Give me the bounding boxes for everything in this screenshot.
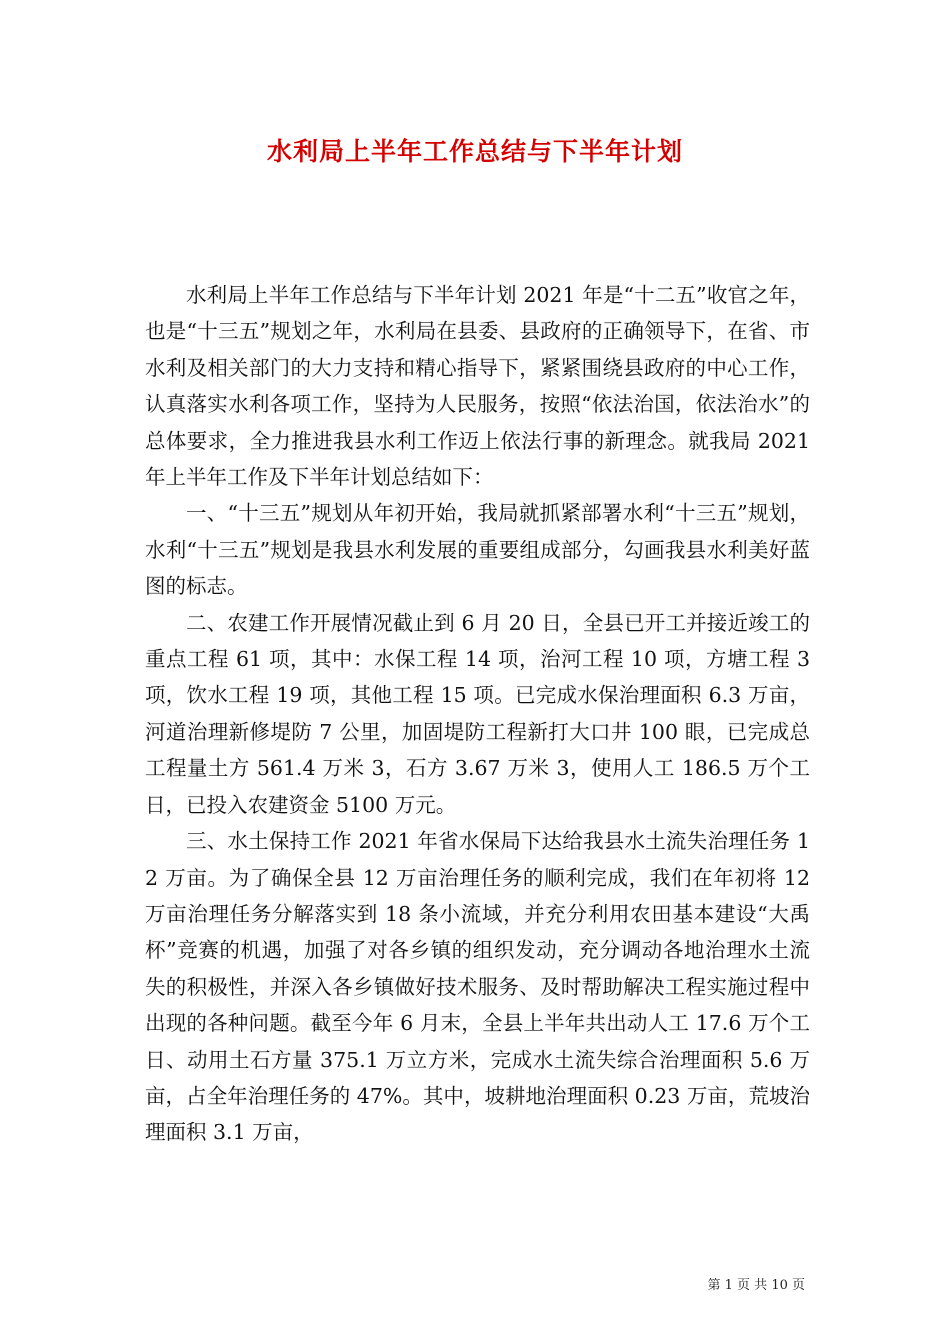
document-body (145, 277, 810, 1151)
paragraph-intro: 水利局上半年工作总结与下半年计划 2021 年是“十二五”收官之年，也是“十三五”规划之年，水利局在县委、县政府的正确领导下，在省、市水利及相关部门的大力支持和精心指导下，紧紧围绕县政府的中心工作，认真落实水利各项工作，坚持为人民服务，按照“依法治国，依法治水”的总体要求，全力推进我县水利工作迈上依法行事的新理念。就我局 2021 年上半年工作及下半年计划总结如下： (145, 283, 810, 490)
paragraph-section-1: 一、“十三五”规划从年初开始，我局就抓紧部署水利“十三五”规划，水利“十三五”规划是我县水利发展的重要组成部分，勾画我县水利美好蓝图的标志。 (145, 501, 810, 599)
document-title: 水利局上半年工作总结与下半年计划 (266, 137, 683, 166)
paragraph-section-2: 二、农建工作开展情况截止到 6 月 20 日，全县已开工并接近竣工的重点工程 61 项，其中：水保工程 14 项，治河工程 10 项，方塘工程 3 项，饮水工程 19 项，其他工程 15 项。已完成水保治理面积 6.3 万亩，河道治理新修堤防 7 公里，加固堤防工程新打大口井 100 眼，已完成总工程量土方 561.4 万米 3，石方 3.67 万米 3，使用人工 186.5 万个工日，已投入农建资金 5100 万元。 (145, 610, 810, 817)
page-number: 第 1 页 共 10 页 (707, 1278, 805, 1293)
paragraph-section-3: 三、水土保持工作 2021 年省水保局下达给我县水土流失治理任务 12 万亩。为了确保全县 12 万亩治理任务的顺利完成，我们在年初将 12 万亩治理任务分解落实到 18 条小流域，并充分利用农田基本建设“大禹杯”竞赛的机遇，加强了对各乡镇的组织发动，充分调动各地治理水土流失的积极性，并深入各乡镇做好技术服务、及时帮助解决工程实施过程中出现的各种问题。截至今年 6 月末，全县上半年共出动人工 17.6 万个工日、动用土石方量 375.1 万立方米，完成水土流失综合治理面积 5.6 万亩，占全年治理任务的 47%。其中，坡耕地治理面积 0.23 万亩，荒坡治理面积 3.1 万亩， (145, 829, 810, 1145)
